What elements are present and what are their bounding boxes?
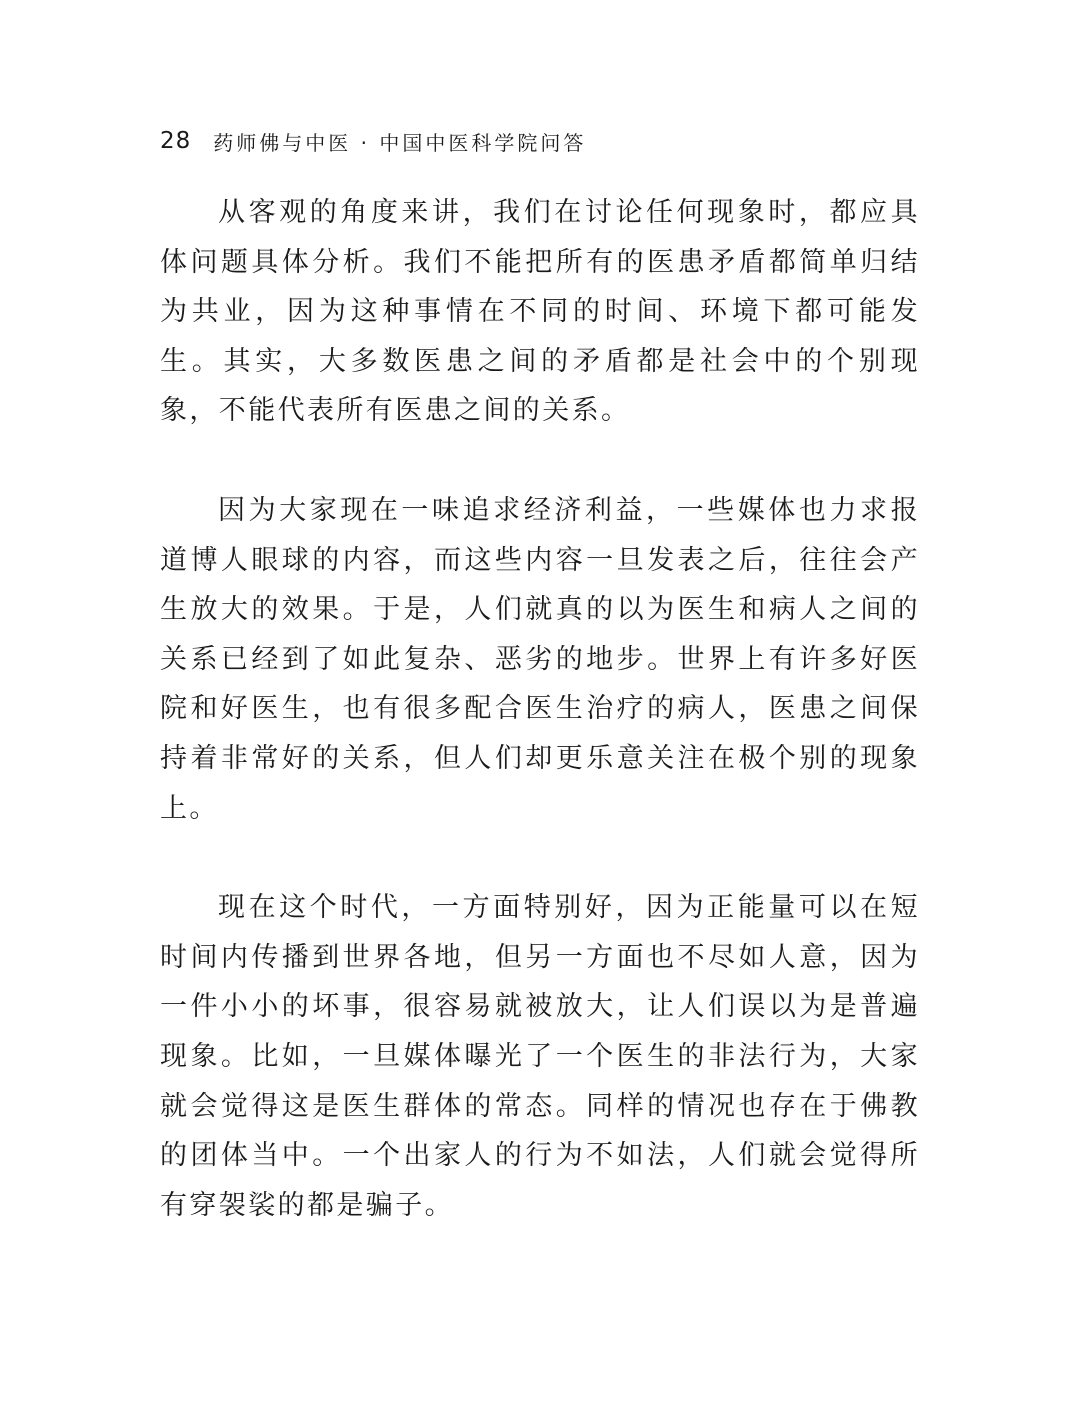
book-title: 药师佛与中医 · 中国中医科学院问答 [213, 130, 587, 155]
running-header [160, 124, 586, 158]
paragraph: 现在这个时代，一方面特别好，因为正能量可以在短时间内传播到世界各地，但另一方面也不尽如人意，因为一件小小的坏事，很容易就被放大，让人们误以为是普遍现象。比如，一旦媒体曝光了一个医生的非法行为，大家就会觉得这是医生群体的常态。同样的情况也存在于佛教的团体当中。一个出家人的行为不如法，人们就会觉得所有穿袈裟的都是骗子。 [160, 892, 920, 1221]
paragraph: 因为大家现在一味追求经济利益，一些媒体也力求报道博人眼球的内容，而这些内容一旦发表之后，往往会产生放大的效果。于是，人们就真的以为医生和病人之间的关系已经到了如此复杂、恶劣的地步。世界上有许多好医院和好医生，也有很多配合医生治疗的病人，医患之间保持着非常好的关系，但人们却更乐意关注在极个别的现象上。 [160, 494, 920, 824]
body-text [160, 188, 920, 1280]
page-number: 28 [160, 128, 192, 154]
paragraph: 从客观的角度来讲，我们在讨论任何现象时，都应具体问题具体分析。我们不能把所有的医患矛盾都简单归结为共业，因为这种事情在不同的时间、环境下都可能发生。其实，大多数医患之间的矛盾都是社会中的个别现象，不能代表所有医患之间的关系。 [160, 197, 920, 427]
